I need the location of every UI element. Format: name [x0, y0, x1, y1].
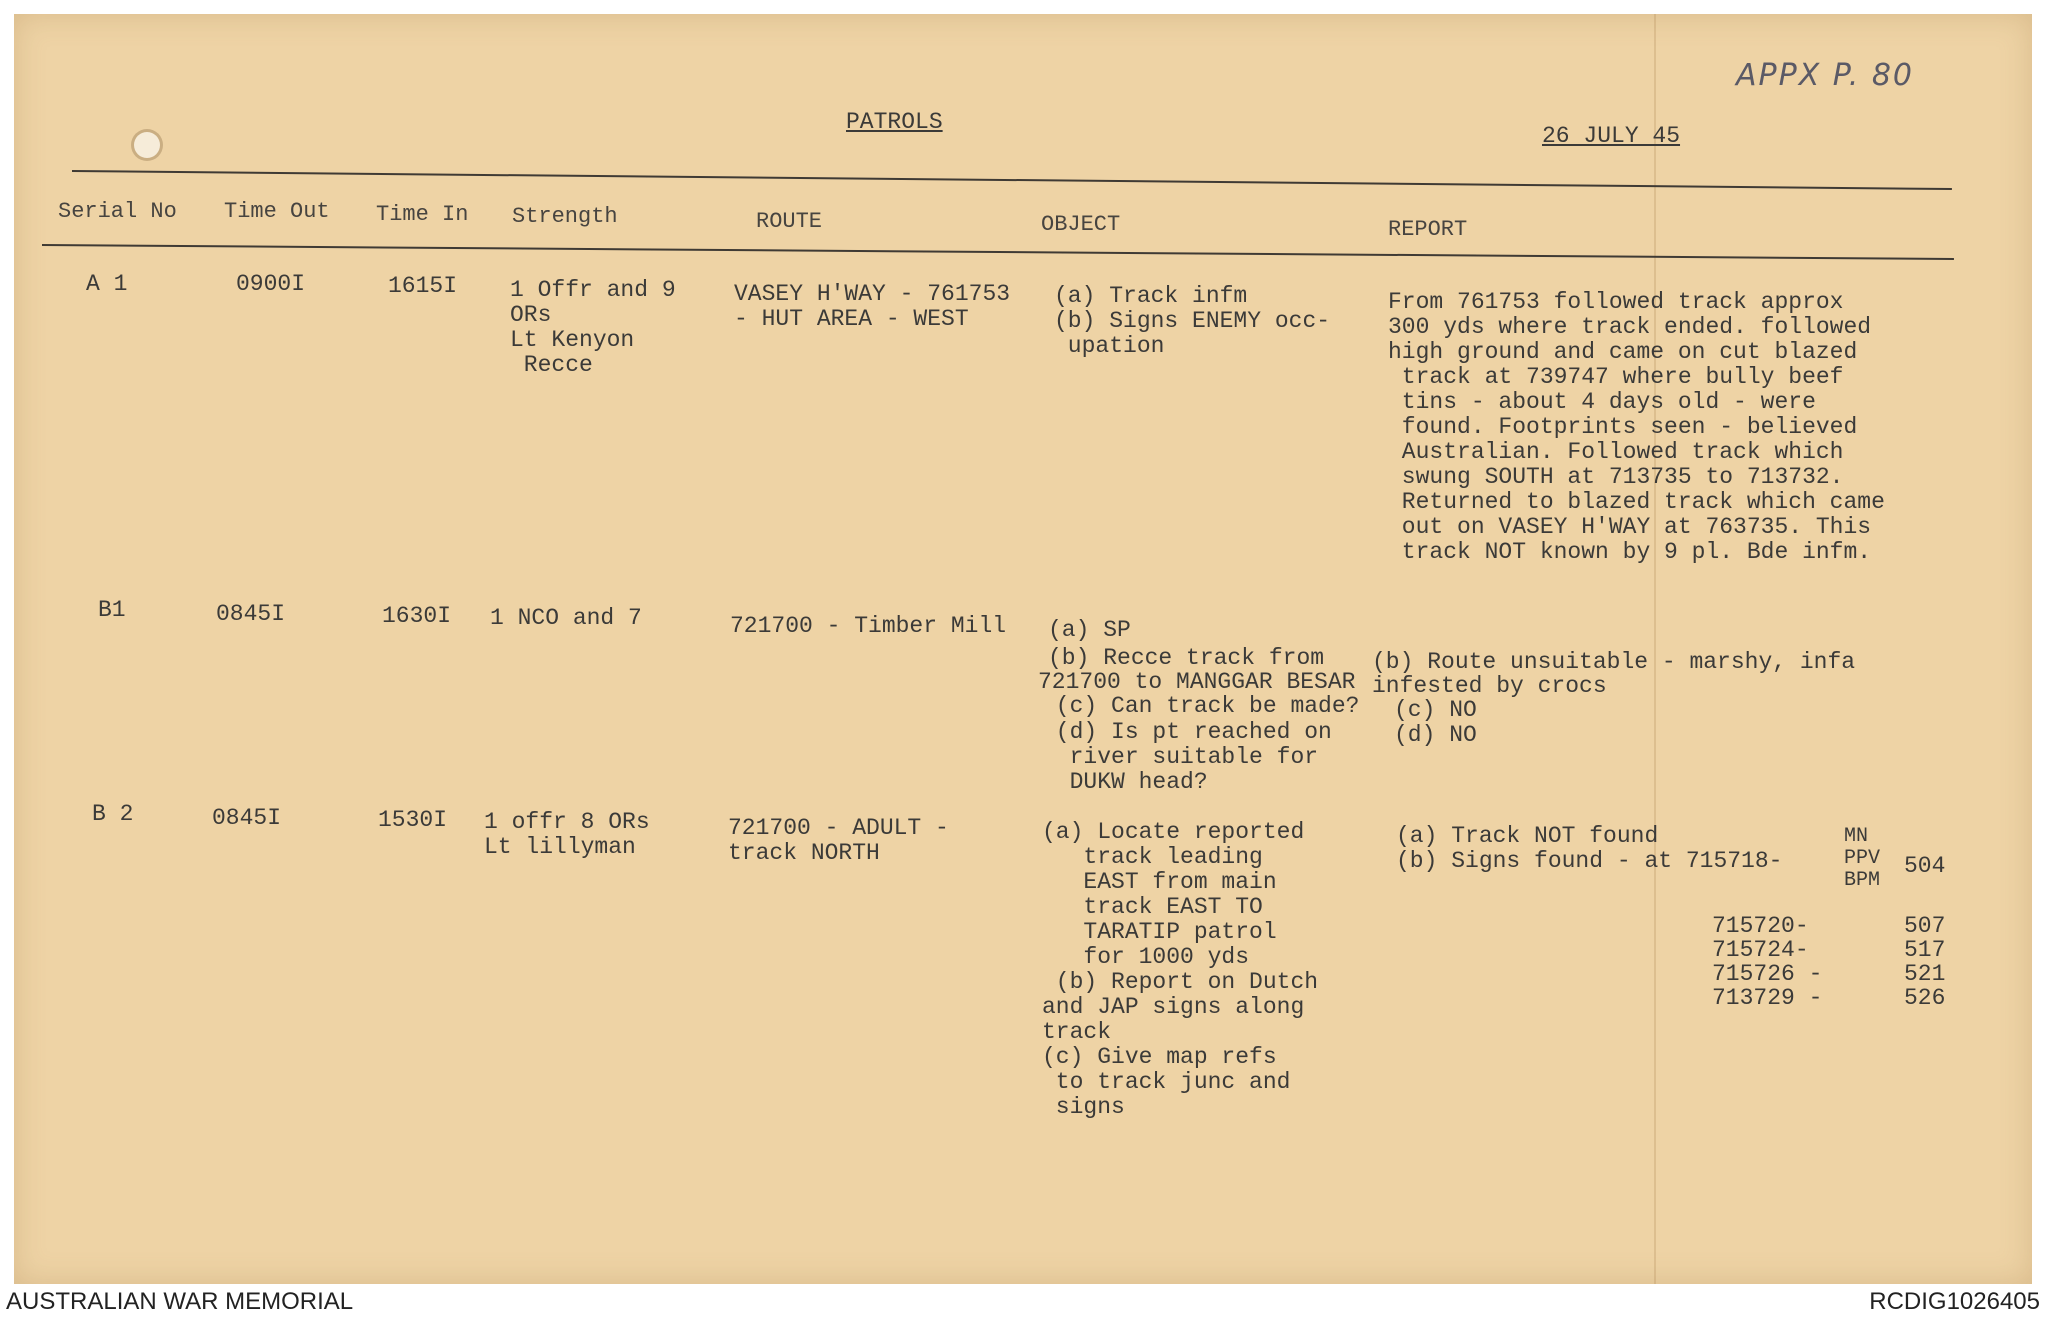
col-strength: Strength [512, 204, 618, 229]
top-rule [72, 170, 1952, 190]
row-b2-reading-ref: 715726 - [1712, 961, 1823, 987]
col-route: ROUTE [756, 209, 823, 234]
row-b1-object-a: (a) SP [1048, 617, 1131, 643]
row-b2-first-value: 504 [1904, 853, 1946, 879]
row-b2-reading-ref: 715724- [1712, 937, 1809, 963]
footer-id: RCDIG1026405 [1869, 1288, 2040, 1315]
row-b2-serial: B 2 [92, 801, 134, 827]
row-b2-reading-value: 517 [1904, 937, 1946, 963]
col-object: OBJECT [1041, 212, 1121, 237]
row-b2-reading-value: 507 [1904, 913, 1946, 939]
footer-source: AUSTRALIAN WAR MEMORIAL [6, 1288, 354, 1315]
row-b1-report-b2: infested by crocs [1372, 673, 1607, 699]
punch-hole [134, 132, 160, 158]
row-a1-time-in: 1615I [388, 273, 458, 299]
page-date: 26 JULY 45 [1542, 123, 1681, 149]
row-b2-reading-ref: 713729 - [1712, 985, 1823, 1011]
col-report: REPORT [1388, 217, 1468, 242]
header-rule [42, 244, 1954, 260]
row-b1-report-b: (b) Route unsuitable - marshy, infa [1372, 649, 1856, 675]
row-b2-time-in: 1530I [378, 807, 448, 833]
row-b2-reading-ref: 715720- [1712, 913, 1809, 939]
page-title: PATROLS [846, 109, 943, 135]
row-b1-object-d: (d) Is pt reached on river suitable for DUKW head? [1055, 719, 1332, 795]
row-b1-report-cd: (c) NO (d) NO [1394, 697, 1477, 748]
row-b2-object: (a) Locate reported track leading EAST from main track EAST TO TARATIP patrol for 1000 yds (b) Report on Dutch and JAP signs along track (c) Give map refs to track junc and signs [1042, 819, 1319, 1120]
row-b2-time-out: 0845I [212, 805, 282, 831]
row-b2-readings-header: MN PPV BPM [1844, 825, 1881, 892]
row-b1-serial: B1 [98, 597, 126, 623]
document-sheet [14, 14, 2032, 1284]
row-a1-object: (a) Track infm (b) Signs ENEMY occ- upation [1054, 283, 1331, 359]
row-b2-strength: 1 offr 8 ORs Lt lillyman [484, 809, 650, 860]
row-a1-time-out: 0900I [236, 271, 306, 297]
row-b1-time-out: 0845I [216, 601, 286, 627]
col-time-out: Time Out [224, 199, 330, 224]
row-a1-serial: A 1 [86, 271, 128, 297]
row-b1-strength: 1 NCO and 7 [490, 605, 642, 631]
col-serial-no: Serial No [58, 199, 177, 224]
row-b2-route: 721700 - ADULT - track NORTH [728, 815, 949, 866]
row-b1-object-b: (b) Recce track from [1048, 645, 1325, 671]
row-a1-route: VASEY H'WAY - 761753 - HUT AREA - WEST [734, 281, 1011, 332]
row-a1-strength: 1 Offr and 9 ORs Lt Kenyon Recce [510, 277, 676, 378]
row-b1-route: 721700 - Timber Mill [730, 613, 1007, 639]
row-b2-report: (a) Track NOT found (b) Signs found - at 715718- [1396, 823, 1783, 874]
row-b1-object-c: (c) Can track be made? [1042, 693, 1360, 719]
handwritten-reference: APPX P. 80 [1736, 58, 1914, 93]
col-time-in: Time In [376, 202, 469, 227]
row-b2-reading-value: 521 [1904, 961, 1946, 987]
row-b2-reading-value: 526 [1904, 985, 1946, 1011]
row-b1-time-in: 1630I [382, 603, 452, 629]
row-b1-object-b2: 721700 to MANGGAR BESAR [1038, 669, 1356, 695]
row-a1-report: From 761753 followed track approx 300 yds where track ended. followed high ground and came on cut blazed track at 739747 where bully beef tins - about 4 days old - were found. Footprints seen - believed Australian. Followed track which swung SOUTH at 713735 to 713732. Returned to blazed track which came out on VASEY H'WAY at 763735. This track NOT known by 9 pl. Bde infm. [1388, 289, 1885, 565]
